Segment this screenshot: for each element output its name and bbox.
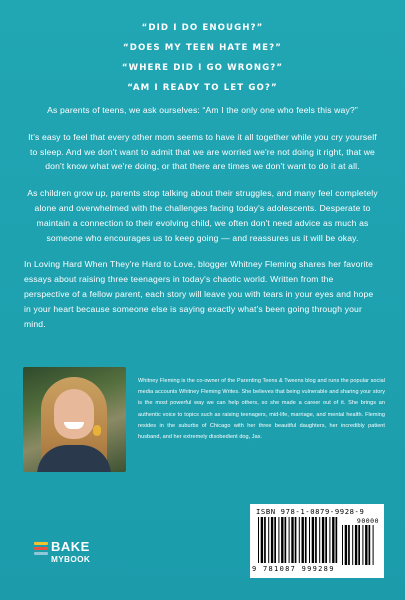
barcode-bar	[268, 517, 269, 563]
blurb	[24, 103, 381, 343]
quote-line: “DOES MY TEEN HATE ME?”	[123, 43, 282, 53]
barcode-bar	[365, 525, 367, 565]
barcode-bar	[261, 517, 263, 563]
barcode-bar	[332, 517, 334, 563]
barcode-bar	[274, 517, 276, 563]
barcode-bar	[363, 525, 364, 565]
barcode-digits: 9 781087 999289	[252, 565, 335, 573]
isbn-barcode	[250, 504, 384, 578]
face-shape	[54, 389, 94, 439]
logo-stripe	[34, 542, 48, 545]
barcode-bar	[295, 517, 297, 563]
barcode-bar	[271, 517, 273, 563]
barcode-bar	[355, 525, 357, 565]
blurb-paragraph-2: It's easy to feel that every other mom seems to have it all together while you cry yourself to sleep. And we don't want to admit that we are worried we're not doing it right, that we don't know what we're doing, or that there are times we don't want to do it at all.	[28, 131, 377, 172]
blurb-paragraph-1: As parents of teens, we ask ourselves: “Am I the only one who feels this way?”	[47, 105, 358, 115]
author-bio: Whitney Fleming is the co-owner of the Parenting Teens & Tweens blog and runs the popular social media accounts Whitney Fleming Writes. She believes that being vulnerable and sharing your story is the most powerful way we can help others, so she made a career out of it. She brings an authentic voice to topics such as raising teenagers, mid-life, marriage, and mental health. Fleming resides in the suburbs of Chicago with her three beautiful daughters, her incredibly patient husband, and her extremely disobedient dog, Jax.	[138, 378, 385, 441]
barcode-bar	[319, 517, 320, 563]
blurb-paragraph-3: As children grow up, parents stop talking about their struggles, and many feel completely alone and overwhelmed with the challenges facing today's adolescents. Desperate to maintain a connection to their evolving child, we often don't need advice as much as someone who encourages us to keep going — and reassures us it will be okay.	[27, 188, 378, 243]
ean-bars	[258, 517, 339, 563]
earring-shape	[93, 425, 101, 436]
barcode-bar	[315, 517, 317, 563]
publisher-name-line2: MYBOOK	[51, 554, 91, 564]
author-photo	[23, 367, 126, 472]
quote-line: “AM I READY TO LET GO?”	[127, 83, 278, 93]
barcode-bar	[258, 517, 259, 563]
barcode-bar	[325, 517, 327, 563]
barcode-bar	[336, 517, 338, 563]
barcode-bar	[329, 517, 330, 563]
barcode-bar	[373, 525, 374, 565]
publisher-name-line1: BAKE	[51, 539, 90, 554]
barcode-bar	[342, 525, 343, 565]
barcode-bar	[281, 517, 283, 563]
isbn-label: ISBN 978-1-0879-9928-9	[256, 507, 365, 516]
logo-stripe	[34, 552, 48, 555]
logo-stripe	[34, 547, 48, 550]
barcode-bar	[359, 525, 361, 565]
logo-stripes-icon	[34, 542, 48, 558]
addon-digits: 90000	[356, 517, 379, 525]
barcode-bar	[348, 525, 350, 565]
addon-bars	[342, 525, 376, 565]
barcode-bar	[345, 525, 347, 565]
barcode-bar	[305, 517, 307, 563]
barcode-bar	[322, 517, 324, 563]
barcode-bar	[299, 517, 300, 563]
barcode-bar	[289, 517, 290, 563]
barcode-bar	[264, 517, 266, 563]
barcode-bar	[278, 517, 279, 563]
pull-quotes	[0, 18, 405, 98]
barcode-bar	[291, 517, 293, 563]
barcode-bar	[312, 517, 314, 563]
barcode-bar	[285, 517, 287, 563]
quote-line: “DID I DO ENOUGH?”	[141, 23, 264, 33]
barcode-bar	[309, 517, 310, 563]
publisher-logo	[34, 540, 124, 570]
quote-line: “WHERE DID I GO WRONG?”	[121, 63, 284, 73]
author-section	[23, 367, 385, 472]
blurb-paragraph-4: In Loving Hard When They're Hard to Love, blogger Whitney Fleming shares her favorite essays about raising three teenagers in today's chaotic world. Written from the perspective of a fellow parent, each story will leave you with tears in your eyes and hope in your heart because someone else is saying exactly what's been going through your mind.	[24, 259, 374, 329]
barcode-bar	[352, 525, 353, 565]
barcode-bar	[369, 525, 371, 565]
barcode-bar	[302, 517, 304, 563]
